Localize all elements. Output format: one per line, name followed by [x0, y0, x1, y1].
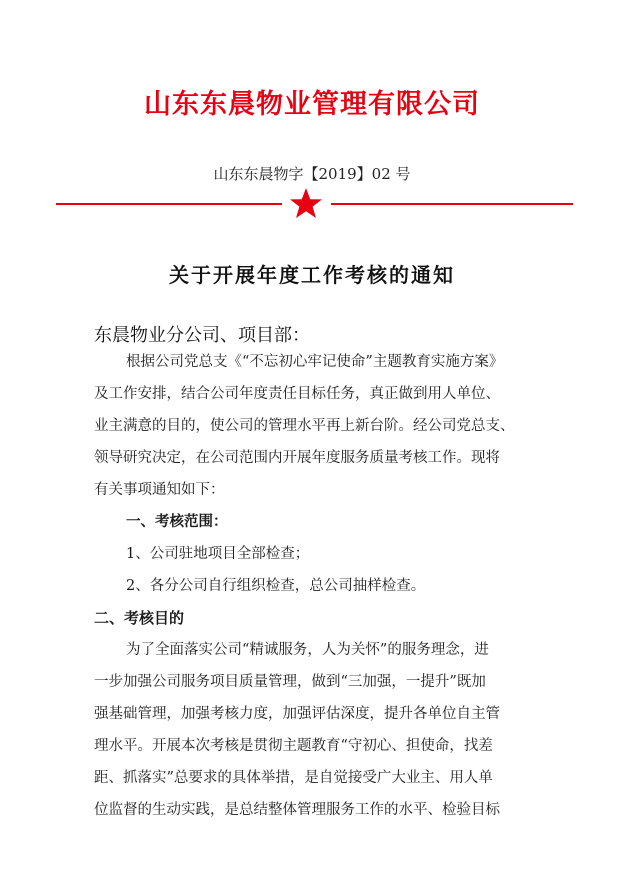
red-divider-left	[56, 203, 282, 205]
salutation: 东晨物业分公司、项目部：	[94, 325, 310, 346]
document-number: 山东东晨物字【2019】02 号	[213, 165, 411, 183]
paragraph-line: 强基础管理，加强考核力度，加强评估深度，提升各单位自主管	[94, 706, 500, 722]
paragraph-line: 有关事项通知如下：	[94, 482, 225, 498]
section-heading-scope: 一、考核范围：	[126, 514, 228, 530]
paragraph-line: 理水平。开展本次考核是贯彻主题教育“守初心、担使命，找差	[94, 738, 493, 754]
paragraph-line: 业主满意的目的，使公司的管理水平再上新台阶。经公司党总支、	[94, 418, 515, 434]
paragraph-line: 领导研究决定，在公司范围内开展年度服务质量考核工作。现将	[94, 450, 500, 466]
paragraph-line: 根据公司党总支《“不忘初心牢记使命”主题教育实施方案》	[126, 354, 504, 370]
notice-body	[94, 346, 554, 826]
company-name-heading: 山东东晨物业管理有限公司	[144, 89, 480, 120]
red-divider-right	[331, 203, 573, 205]
section-heading-purpose: 二、考核目的	[94, 609, 185, 627]
notice-title: 关于开展年度工作考核的通知	[169, 263, 455, 287]
list-item: 2、各分公司自行组织检查，总公司抽样检查。	[126, 578, 426, 594]
paragraph-line: 一步加强公司服务项目质量管理，做到“三加强，一提升”既加	[94, 674, 486, 690]
paragraph-line: 及工作安排，结合公司年度责任目标任务，真正做到用人单位、	[94, 386, 500, 402]
paragraph-line: 为了全面落实公司“精诚服务，人为关怀”的服务理念，进	[126, 642, 489, 658]
paragraph-line: 距、抓落实”总要求的具体举措，是自觉接受广大业主、用人单	[94, 770, 493, 786]
list-item: 1、公司驻地项目全部检查；	[126, 546, 310, 562]
paragraph-line: 位监督的生动实践，是总结整体管理服务工作的水平、检验目标	[94, 802, 500, 818]
red-star-icon	[289, 187, 323, 219]
